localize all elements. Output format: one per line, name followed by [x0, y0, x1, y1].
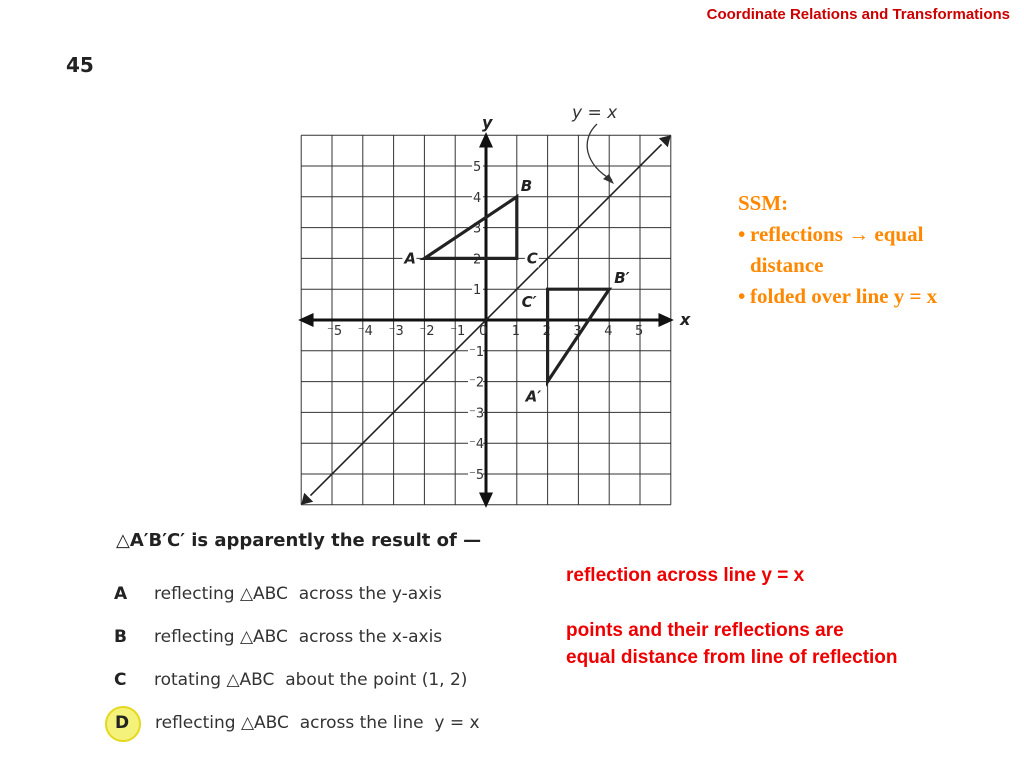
bullet-dot: •	[738, 284, 746, 308]
choice-d[interactable]	[114, 713, 480, 733]
point-label-a: A	[404, 249, 417, 268]
choice-text: rotating △ABC about the point (1, 2)	[154, 670, 468, 690]
y-tick-label: 4	[473, 190, 482, 206]
point-label-c: C	[526, 249, 538, 268]
note-equal-distance-1: points and their reflections are	[566, 620, 844, 641]
ssm-notes	[738, 188, 980, 312]
choice-c[interactable]	[114, 670, 467, 690]
point-label-c-prime: C′	[521, 293, 537, 312]
ssm-title: SSM:	[738, 191, 789, 215]
choice-text: reflecting △ABC across the line y = x	[155, 713, 480, 733]
y-axis-label: y	[482, 113, 493, 132]
y-tick-label: 1	[473, 283, 482, 299]
note-equal-distance-2: equal distance from line of reflection	[566, 647, 898, 668]
x-tick-label: 5	[635, 324, 644, 339]
x-tick-label: ⁻2	[419, 324, 435, 339]
choice-a[interactable]	[114, 584, 442, 604]
header-title: Coordinate Relations and Transformations	[706, 6, 1010, 23]
y-tick-label: 3	[473, 221, 482, 237]
point-label-a-prime: A′	[525, 387, 542, 406]
ssm-bullet-1-text: reflections → equal distance	[750, 222, 924, 277]
choice-letter: B	[114, 627, 127, 647]
y-tick-label: 2	[473, 252, 482, 268]
x-tick-label: ⁻3	[388, 324, 404, 339]
x-tick-label: 0	[479, 324, 488, 339]
y-axis-arrow	[479, 492, 493, 507]
x-tick-label: ⁻5	[327, 324, 343, 339]
x-tick-label: ⁻1	[450, 324, 466, 339]
question-number: 45	[66, 53, 94, 77]
line-label-arrow	[587, 124, 612, 180]
coordinate-graph	[290, 95, 700, 515]
y-tick-label: ⁻4	[469, 437, 485, 453]
x-tick-label: 2	[542, 324, 551, 339]
x-axis-arrow	[658, 313, 673, 327]
question-prompt: △A′B′C′ is apparently the result of —	[116, 530, 482, 551]
y-axis-arrow	[479, 132, 493, 147]
choice-letter: D	[115, 713, 130, 733]
y-tick-label: ⁻3	[469, 406, 485, 422]
point-label-b-prime: B′	[614, 269, 630, 288]
y-tick-label: 5	[473, 160, 482, 175]
line-label: y = x	[572, 103, 618, 123]
x-tick-label: ⁻4	[357, 324, 373, 339]
axes	[298, 132, 674, 508]
x-tick-label: 4	[604, 324, 613, 339]
choice-text: reflecting △ABC across the x-axis	[154, 627, 443, 647]
y-tick-label: ⁻1	[469, 344, 485, 360]
bullet-dot: •	[738, 222, 746, 246]
point-label-b: B	[520, 176, 533, 195]
choice-letter: C	[114, 670, 127, 690]
choice-b[interactable]	[114, 627, 442, 647]
ssm-bullet-2	[738, 281, 980, 312]
x-tick-label: 3	[573, 324, 582, 339]
choice-text: reflecting △ABC across the y-axis	[154, 584, 442, 604]
ssm-bullet-1	[738, 219, 980, 281]
x-tick-label: 1	[511, 324, 521, 339]
x-axis-label: x	[680, 310, 691, 329]
y-tick-label: ⁻2	[469, 375, 485, 391]
y-tick-label: ⁻5	[469, 468, 485, 483]
ssm-bullet-2-text: folded over line y = x	[750, 284, 938, 308]
choice-letter: A	[114, 584, 128, 604]
note-reflection: reflection across line y = x	[566, 565, 805, 586]
x-axis-arrow	[298, 313, 313, 327]
